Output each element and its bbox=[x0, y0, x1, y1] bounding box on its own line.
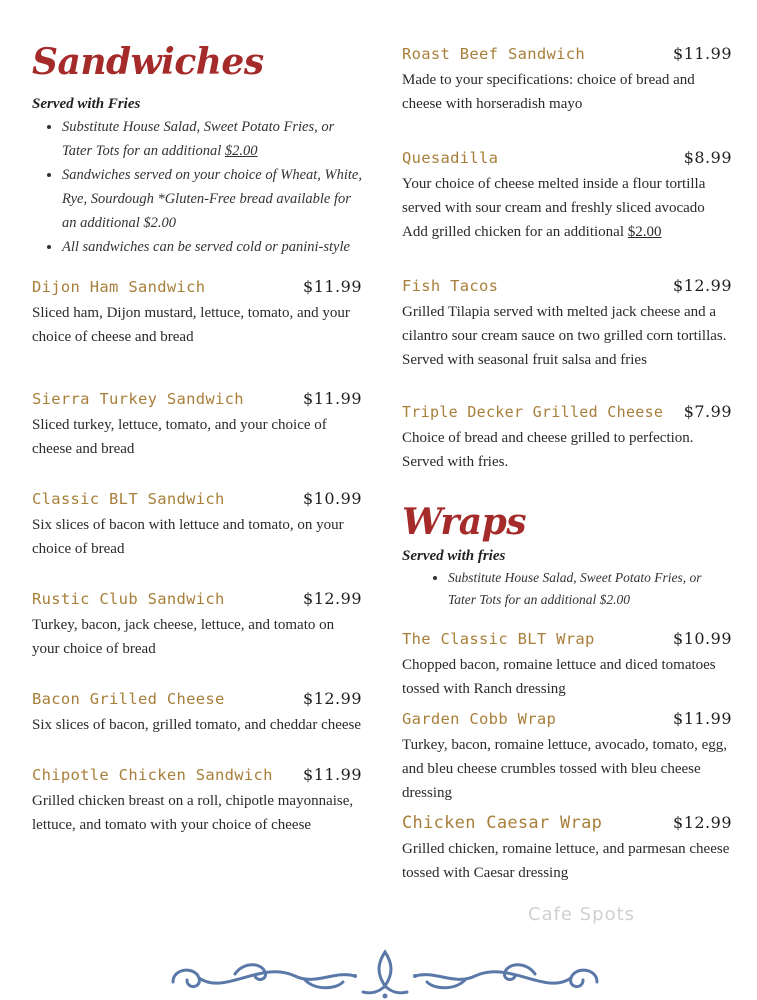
item-name: Roast Beef Sandwich bbox=[402, 45, 586, 63]
item-name: The Classic BLT Wrap bbox=[402, 630, 595, 648]
item-name: Quesadilla bbox=[402, 149, 499, 167]
note-cold-panini: • All sandwiches can be served cold or panini-style bbox=[62, 235, 362, 259]
item-price: $12.99 bbox=[673, 276, 732, 295]
item-price: $11.99 bbox=[303, 765, 362, 784]
menu-item-quesadilla bbox=[402, 146, 732, 244]
item-description: Turkey, bacon, jack cheese, lettuce, and tomato on your choice of bread bbox=[32, 617, 335, 657]
wraps-title: Wraps bbox=[402, 501, 527, 543]
menu-item-triple-decker bbox=[402, 400, 732, 474]
menu-item-garden-cobb-wrap bbox=[402, 707, 732, 805]
item-price: $10.99 bbox=[673, 629, 732, 648]
item-name: Garden Cobb Wrap bbox=[402, 710, 557, 728]
item-description: Six slices of bacon with lettuce and tomato, on your choice of bread bbox=[32, 517, 344, 557]
item-extra: Add grilled chicken for an additional $2.00 bbox=[402, 224, 662, 240]
menu-item-fish-tacos bbox=[402, 274, 732, 372]
sandwiches-column bbox=[32, 40, 362, 837]
item-name: Chicken Caesar Wrap bbox=[402, 813, 603, 833]
wraps-served-note: Served with fries bbox=[402, 548, 506, 564]
item-price: $10.99 bbox=[303, 489, 362, 508]
item-price: $8.99 bbox=[683, 148, 732, 167]
item-description: Sliced ham, Dijon mustard, lettuce, tomato, and your choice of cheese and bread bbox=[32, 305, 350, 345]
item-description: Grilled chicken breast on a roll, chipotle mayonnaise, lettuce, and tomato with your choice of cheese bbox=[32, 793, 354, 833]
note-substitute: • Substitute House Salad, Sweet Potato Fries, or Tater Tots for an additional $2.00 bbox=[448, 567, 732, 611]
item-price: $11.99 bbox=[303, 277, 362, 296]
right-column bbox=[402, 42, 732, 885]
menu-item-bacon-grilled-cheese bbox=[32, 687, 362, 737]
menu-item-classic-blt-wrap bbox=[402, 627, 732, 701]
wraps-notes bbox=[402, 567, 732, 611]
scroll-flourish-icon bbox=[165, 946, 605, 1000]
menu-item-chicken-caesar-wrap bbox=[402, 811, 732, 885]
item-description: Grilled Tilapia served with melted jack cheese and a cilantro sour cream sauce on two grilled corn tortillas. Served with seasonal fruit salsa and fries bbox=[402, 304, 727, 368]
menu-item-dijon-ham bbox=[32, 275, 362, 349]
item-name: Rustic Club Sandwich bbox=[32, 590, 225, 608]
item-description: Grilled chicken, romaine lettuce, and parmesan cheese tossed with Caesar dressing bbox=[402, 841, 730, 881]
menu-item-rustic-club bbox=[32, 587, 362, 661]
item-price: $12.99 bbox=[303, 589, 362, 608]
item-name: Fish Tacos bbox=[402, 277, 499, 295]
menu-item-chipotle-chicken bbox=[32, 763, 362, 837]
menu-item-sierra-turkey bbox=[32, 387, 362, 461]
item-price: $11.99 bbox=[673, 709, 732, 728]
note-bread-choice: • Sandwiches served on your choice of Wheat, White, Rye, Sourdough *Gluten-Free bread available for an additional $2.00 bbox=[62, 163, 362, 235]
menu-item-classic-blt bbox=[32, 487, 362, 561]
item-description: Choice of bread and cheese grilled to perfection. Served with fries. bbox=[402, 430, 694, 470]
item-name: Chipotle Chicken Sandwich bbox=[32, 766, 273, 784]
watermark: Cafe Spots bbox=[528, 904, 636, 925]
item-description: Turkey, bacon, romaine lettuce, avocado, tomato, egg, and bleu cheese crumbles tossed with bleu cheese dressing bbox=[402, 737, 728, 801]
item-name: Triple Decker Grilled Cheese bbox=[402, 403, 664, 421]
item-description: Your choice of cheese melted inside a flour tortilla served with sour cream and freshly sliced avocado bbox=[402, 176, 706, 216]
item-price: $7.99 bbox=[683, 402, 732, 421]
item-price: $11.99 bbox=[303, 389, 362, 408]
item-price: $12.99 bbox=[673, 813, 732, 832]
sandwiches-served-note: Served with Fries bbox=[32, 96, 141, 112]
item-price: $11.99 bbox=[673, 44, 732, 63]
item-name: Sierra Turkey Sandwich bbox=[32, 390, 244, 408]
item-description: Made to your specifications: choice of bread and cheese with horseradish mayo bbox=[402, 72, 695, 112]
menu-item-roast-beef bbox=[402, 42, 732, 116]
item-name: Dijon Ham Sandwich bbox=[32, 278, 206, 296]
item-name: Bacon Grilled Cheese bbox=[32, 690, 225, 708]
sandwiches-notes bbox=[32, 115, 362, 259]
item-description: Chopped bacon, romaine lettuce and diced tomatoes tossed with Ranch dressing bbox=[402, 657, 716, 697]
item-description: Sliced turkey, lettuce, tomato, and your choice of cheese and bread bbox=[32, 417, 327, 457]
item-description: Six slices of bacon, grilled tomato, and cheddar cheese bbox=[32, 717, 362, 733]
note-substitute: • Substitute House Salad, Sweet Potato Fries, or Tater Tots for an additional $2.00 bbox=[62, 115, 362, 163]
item-name: Classic BLT Sandwich bbox=[32, 490, 225, 508]
sandwiches-title: Sandwiches bbox=[32, 41, 264, 83]
item-price: $12.99 bbox=[303, 689, 362, 708]
